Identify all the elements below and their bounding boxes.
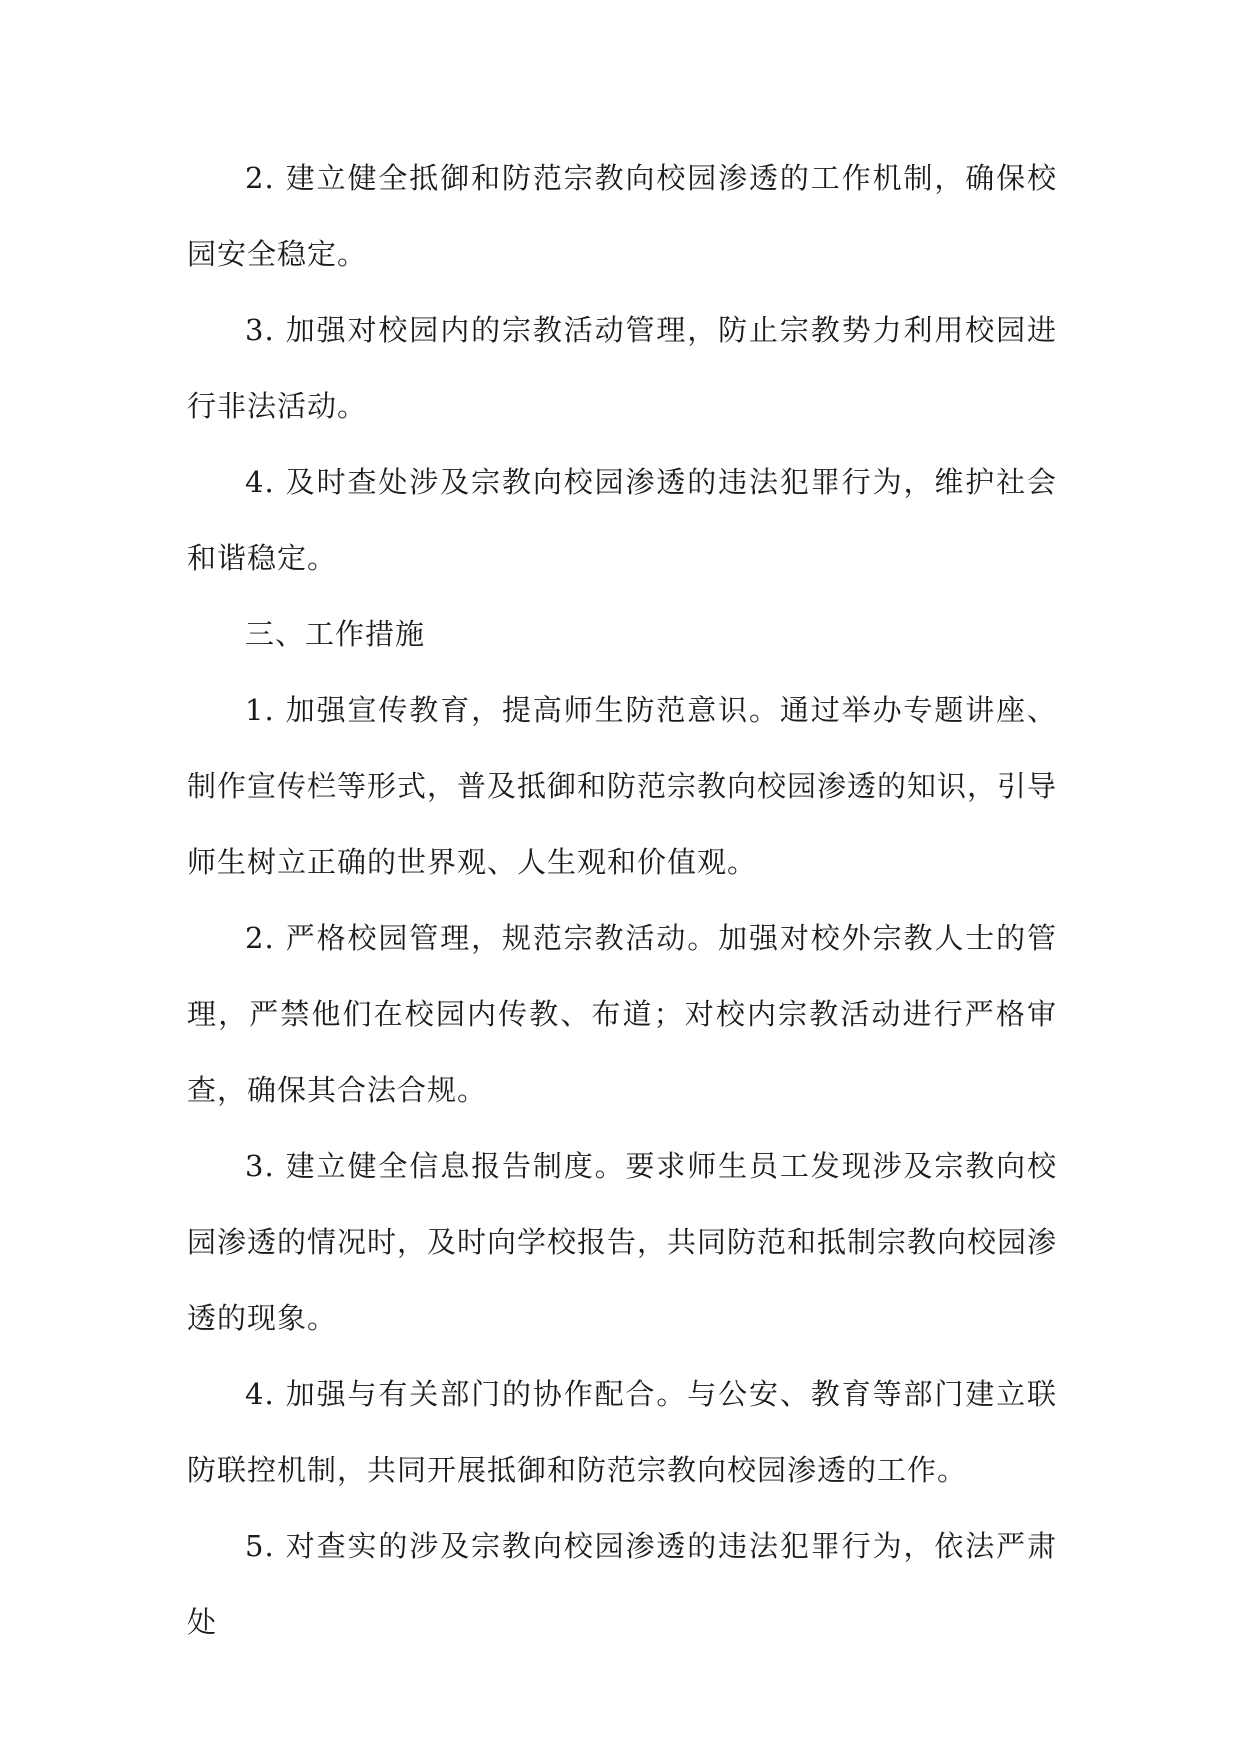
measure-paragraph-2: 2. 严格校园管理，规范宗教活动。加强对校外宗教人士的管理，严禁他们在校园内传教、布道；对校内宗教活动进行严格审查，确保其合法合规。 — [187, 921, 1057, 1107]
measure-paragraph-4: 4. 加强与有关部门的协作配合。与公安、教育等部门建立联防联控机制，共同开展抵御和防范宗教向校园渗透的工作。 — [187, 1377, 1057, 1487]
document-body — [187, 140, 1057, 1660]
measure-paragraph-3: 3. 建立健全信息报告制度。要求师生员工发现涉及宗教向校园渗透的情况时，及时向学校报告，共同防范和抵制宗教向校园渗透的现象。 — [187, 1149, 1058, 1335]
measure-paragraph-5: 5. 对查实的涉及宗教向校园渗透的违法犯罪行为，依法严肃处 — [187, 1529, 1057, 1639]
measure-paragraph-1: 1. 加强宣传教育，提高师生防范意识。通过举办专题讲座、制作宣传栏等形式，普及抵御和防范宗教向校园渗透的知识，引导师生树立正确的世界观、人生观和价值观。 — [187, 693, 1058, 879]
objective-paragraph-4: 4. 及时查处涉及宗教向校园渗透的违法犯罪行为，维护社会和谐稳定。 — [187, 465, 1057, 575]
section-heading: 三、工作措施 — [245, 617, 426, 651]
objective-paragraph-3: 3. 加强对校园内的宗教活动管理，防止宗教势力利用校园进行非法活动。 — [187, 313, 1057, 423]
objective-paragraph-2: 2. 建立健全抵御和防范宗教向校园渗透的工作机制，确保校园安全稳定。 — [187, 161, 1057, 271]
